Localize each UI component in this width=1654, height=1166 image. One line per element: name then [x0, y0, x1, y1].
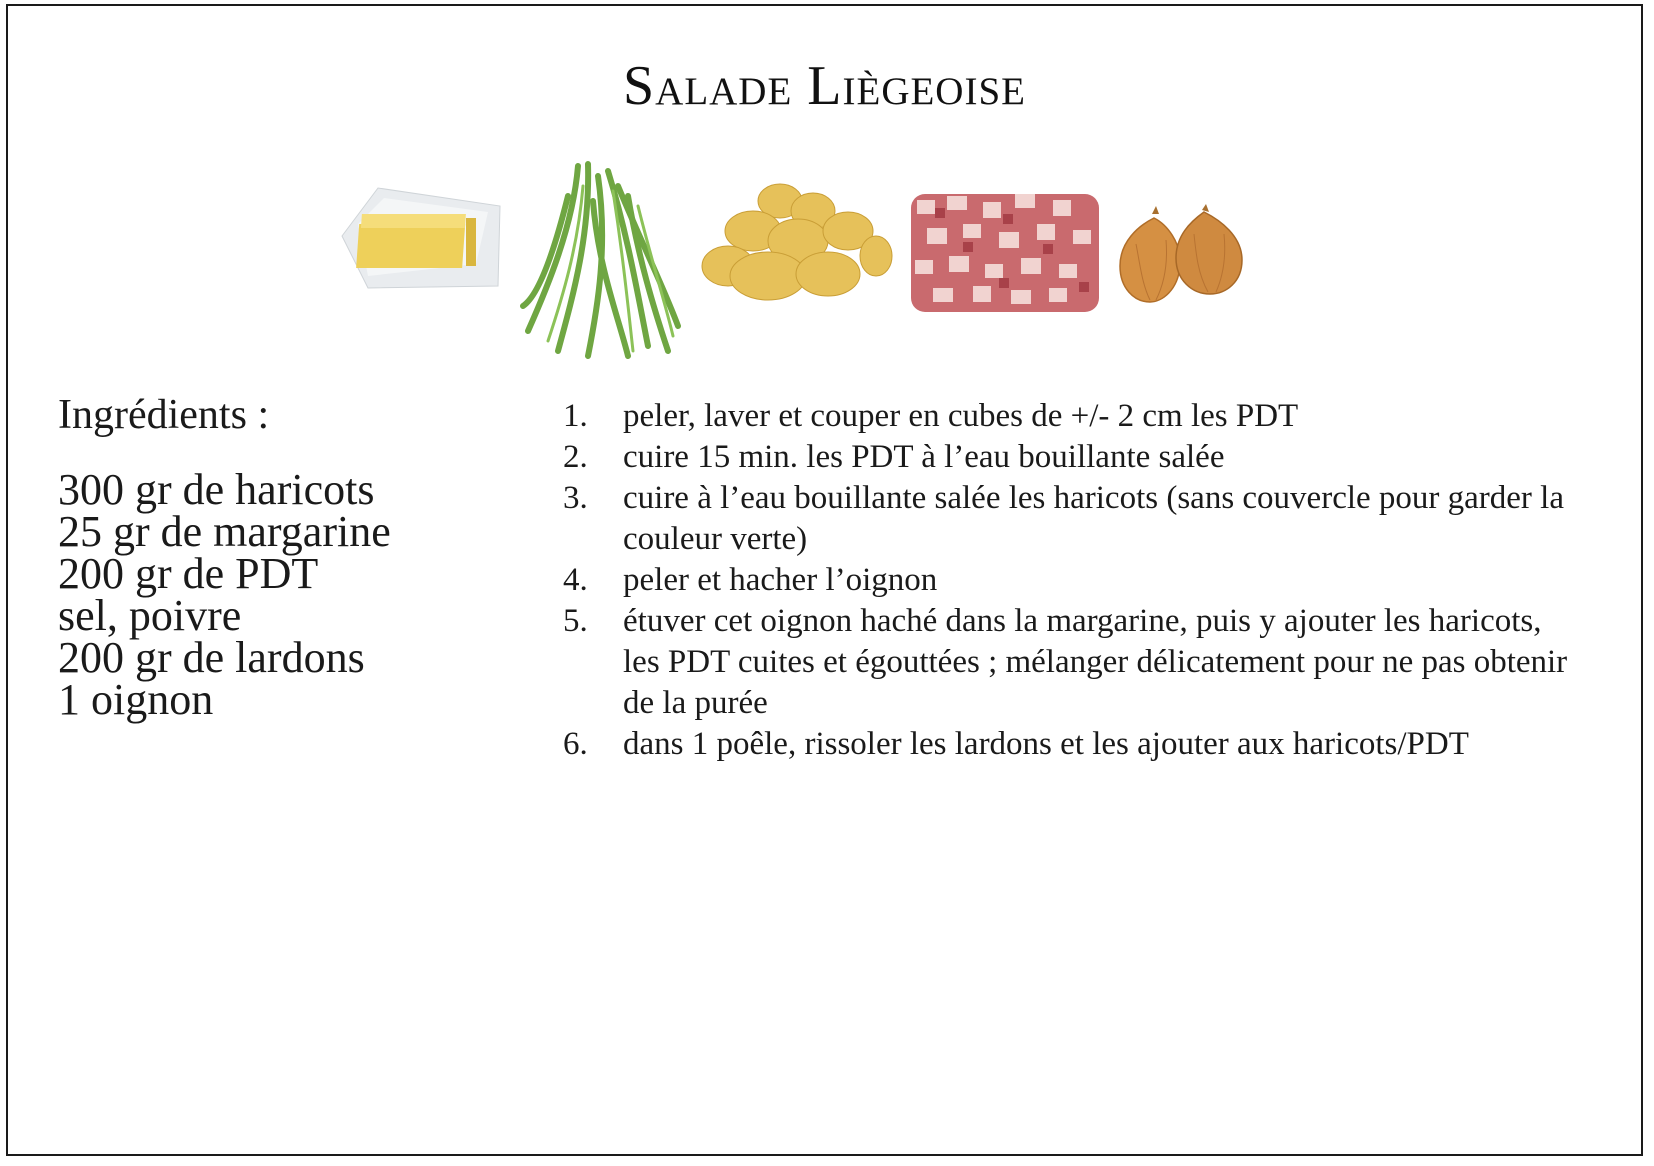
recipe-card — [6, 4, 1643, 1156]
steps-section — [563, 396, 1583, 765]
step-item — [563, 396, 1583, 437]
ingredients-section — [58, 391, 391, 724]
ingredient-images — [8, 156, 1641, 376]
step-text: peler et hacher l’oignon — [623, 562, 938, 598]
step-item — [563, 601, 1583, 724]
ingredient-item: 1 oignon — [58, 675, 214, 724]
steps-list — [563, 396, 1583, 765]
potatoes-image — [698, 176, 893, 311]
step-item — [563, 437, 1583, 478]
step-text: étuver cet oignon haché dans la margarine, puis y ajouter les haricots, les PDT cuites et égouttées ; mélanger délicatement pour ne pas obtenir de la purée — [623, 603, 1568, 721]
step-number: 5. — [563, 603, 588, 639]
ingredients-heading: Ingrédients : — [58, 392, 270, 438]
ingredient-item: 25 gr de margarine — [58, 507, 391, 556]
step-text: cuire 15 min. les PDT à l’eau bouillante salée — [623, 439, 1225, 475]
step-number: 1. — [563, 398, 588, 434]
ingredients-list — [58, 465, 391, 724]
lardons-image — [903, 184, 1108, 319]
step-text: peler, laver et couper en cubes de +/- 2 cm les PDT — [623, 398, 1299, 434]
step-number: 6. — [563, 726, 588, 762]
green-beans-image — [518, 156, 688, 361]
step-text: cuire à l’eau bouillante salée les haricots (sans couvercle pour garder la couleur verte) — [623, 480, 1564, 557]
step-number: 3. — [563, 480, 588, 516]
step-item — [563, 478, 1583, 560]
step-item — [563, 560, 1583, 601]
recipe-title: Salade Liègeoise — [623, 55, 1026, 117]
ingredient-item: sel, poivre — [58, 591, 242, 640]
step-number: 4. — [563, 562, 588, 598]
step-number: 2. — [563, 439, 588, 475]
onions-image — [1116, 204, 1256, 309]
step-text: dans 1 poêle, rissoler les lardons et les ajouter aux haricots/PDT — [623, 726, 1469, 762]
step-item — [563, 724, 1583, 765]
ingredient-item: 200 gr de lardons — [58, 633, 365, 682]
ingredient-item: 200 gr de PDT — [58, 549, 319, 598]
butter-image — [338, 184, 506, 292]
ingredient-item: 300 gr de haricots — [58, 465, 375, 514]
